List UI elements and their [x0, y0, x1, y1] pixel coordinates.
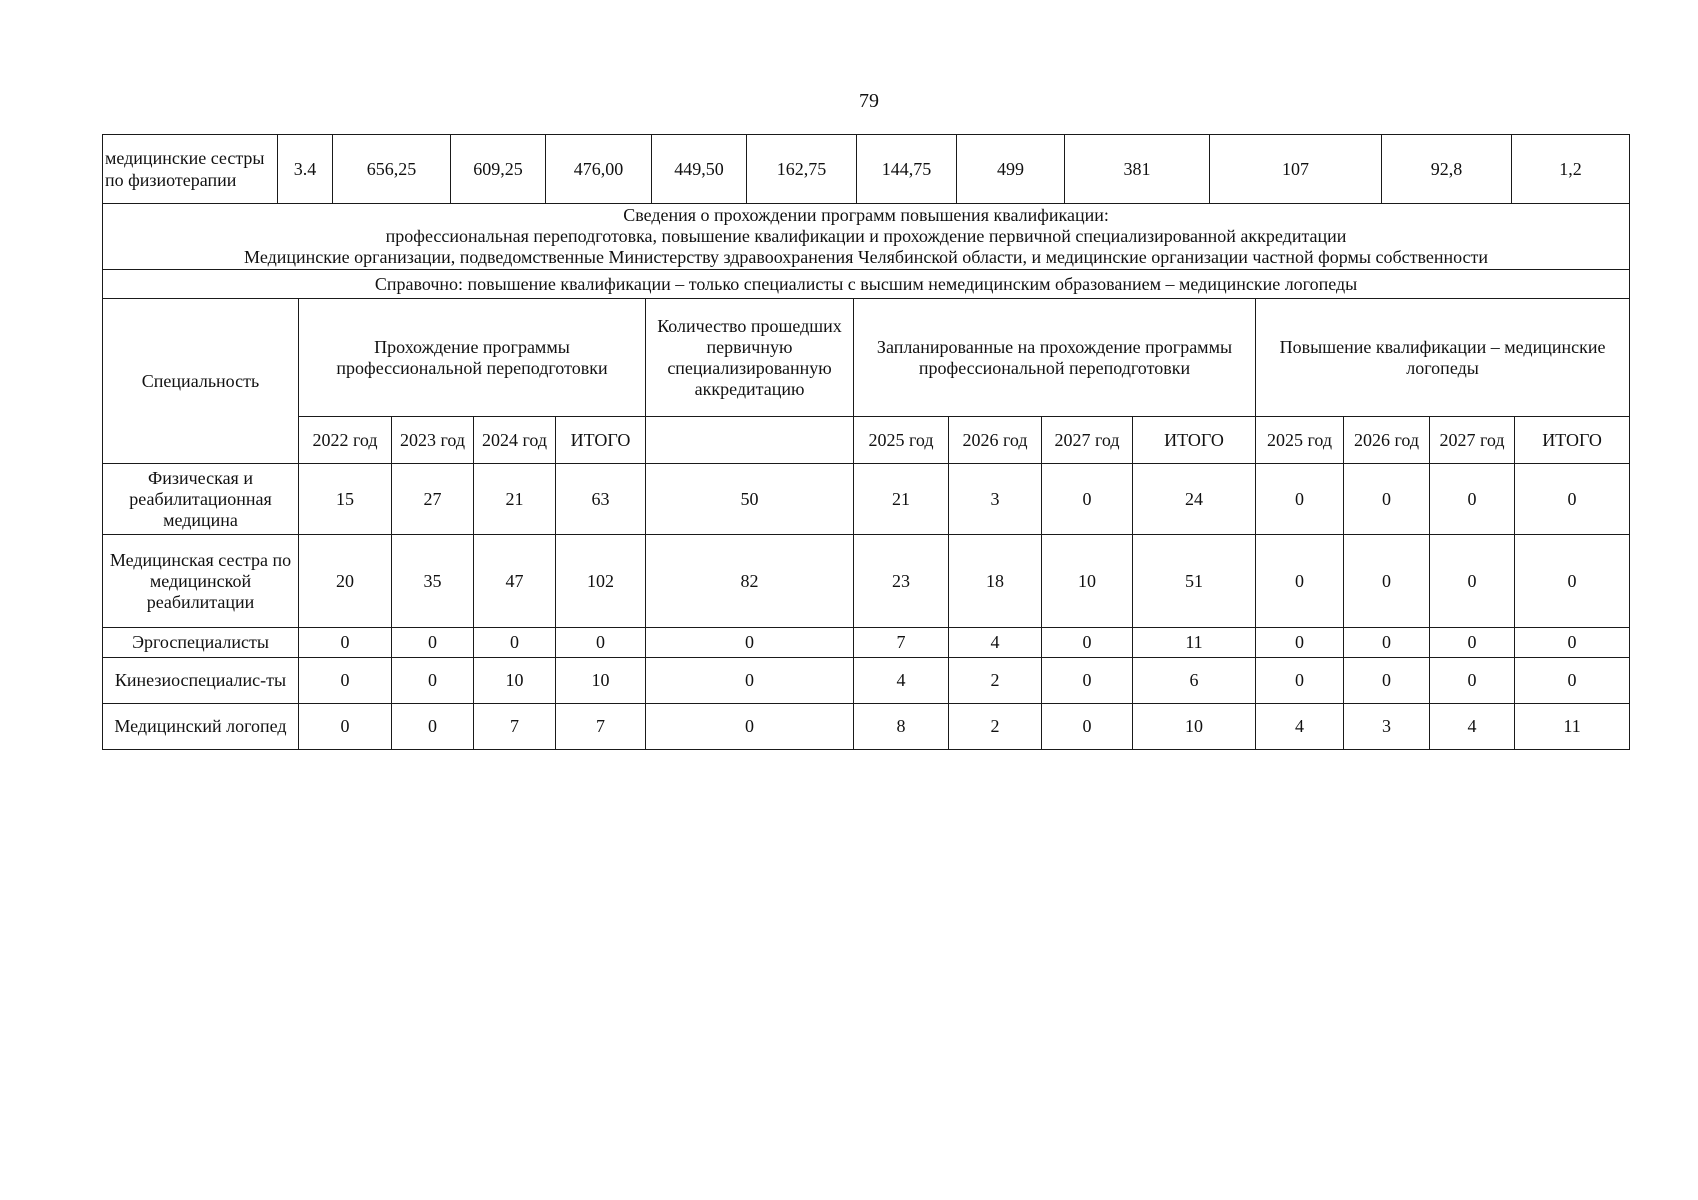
- cell: 10: [1042, 535, 1133, 628]
- cell: 35: [392, 535, 474, 628]
- qualification-table: [102, 203, 1630, 750]
- cell: 0: [1515, 464, 1630, 535]
- cell: 0: [299, 628, 392, 658]
- header-retraining: Прохождение программы профессиональной переподготовки: [299, 299, 646, 417]
- info-block: [103, 204, 1630, 270]
- cell: 23: [854, 535, 949, 628]
- reference-row: [103, 270, 1630, 299]
- cell: 10: [1133, 704, 1256, 750]
- cell: 107: [1210, 135, 1382, 204]
- cell: 3: [949, 464, 1042, 535]
- header-empty: [646, 417, 854, 464]
- cell: 449,50: [652, 135, 747, 204]
- cell: 0: [556, 628, 646, 658]
- header-year: 2027 год: [1430, 417, 1515, 464]
- row-name: Кинезиоспециалис-ты: [103, 658, 299, 704]
- row-name: медицинские сестры по физиотерапии: [103, 135, 278, 204]
- table-row: [103, 135, 1630, 204]
- cell: 0: [1344, 658, 1430, 704]
- cell: 10: [556, 658, 646, 704]
- cell: 3: [1344, 704, 1430, 750]
- cell: 21: [474, 464, 556, 535]
- row-name: Физическая и реабилитационная медицина: [103, 464, 299, 535]
- table-row: [103, 704, 1630, 750]
- cell: 27: [392, 464, 474, 535]
- table-row: [103, 535, 1630, 628]
- cell: 0: [392, 658, 474, 704]
- cell: 656,25: [333, 135, 451, 204]
- cell: 2: [949, 704, 1042, 750]
- table-row: [103, 658, 1630, 704]
- cell: 0: [1256, 535, 1344, 628]
- table-row: [103, 464, 1630, 535]
- header-year: 2023 год: [392, 417, 474, 464]
- cell: 82: [646, 535, 854, 628]
- cell: 0: [1430, 464, 1515, 535]
- cell: 0: [1515, 628, 1630, 658]
- cell: 0: [646, 658, 854, 704]
- cell: 47: [474, 535, 556, 628]
- cell: 4: [1256, 704, 1344, 750]
- header-year: 2026 год: [1344, 417, 1430, 464]
- cell: 6: [1133, 658, 1256, 704]
- cell: 3.4: [278, 135, 333, 204]
- header-year: 2022 год: [299, 417, 392, 464]
- cell: 0: [1042, 704, 1133, 750]
- cell: 20: [299, 535, 392, 628]
- cell: 7: [474, 704, 556, 750]
- cell: 0: [1344, 464, 1430, 535]
- info-line: Сведения о прохождении программ повышения квалификации:: [623, 205, 1109, 225]
- cell: 499: [957, 135, 1065, 204]
- header-total: ИТОГО: [1515, 417, 1630, 464]
- cell: 476,00: [546, 135, 652, 204]
- cell: 4: [854, 658, 949, 704]
- cell: 1,2: [1512, 135, 1630, 204]
- cell: 0: [1256, 628, 1344, 658]
- cell: 63: [556, 464, 646, 535]
- cell: 15: [299, 464, 392, 535]
- cell: 24: [1133, 464, 1256, 535]
- cell: 2: [949, 658, 1042, 704]
- cell: 51: [1133, 535, 1256, 628]
- cell: 0: [1515, 535, 1630, 628]
- cell: 92,8: [1382, 135, 1512, 204]
- cell: 0: [392, 628, 474, 658]
- cell: 0: [1344, 628, 1430, 658]
- cell: 50: [646, 464, 854, 535]
- info-row: [103, 204, 1630, 270]
- reference-note: Справочно: повышение квалификации – только специалисты с высшим немедицинским образованием – медицинские логопеды: [103, 270, 1630, 299]
- header-year: 2024 год: [474, 417, 556, 464]
- cell: 0: [1042, 658, 1133, 704]
- cell: 381: [1065, 135, 1210, 204]
- header-accreditation: Количество прошедших первичную специализированную аккредитацию: [646, 299, 854, 417]
- cell: 21: [854, 464, 949, 535]
- cell: 7: [556, 704, 646, 750]
- cell: 0: [646, 628, 854, 658]
- cell: 0: [1042, 628, 1133, 658]
- cell: 0: [1256, 658, 1344, 704]
- cell: 10: [474, 658, 556, 704]
- cell: 0: [474, 628, 556, 658]
- cell: 0: [392, 704, 474, 750]
- row-name: Медицинский логопед: [103, 704, 299, 750]
- cell: 7: [854, 628, 949, 658]
- cell: 0: [1344, 535, 1430, 628]
- cell: 8: [854, 704, 949, 750]
- cell: 0: [1430, 535, 1515, 628]
- cell: 0: [1042, 464, 1133, 535]
- cell: 4: [949, 628, 1042, 658]
- header-row: [103, 299, 1630, 417]
- cell: 0: [1256, 464, 1344, 535]
- cell: 11: [1515, 704, 1630, 750]
- table-row: [103, 628, 1630, 658]
- header-year: 2026 год: [949, 417, 1042, 464]
- cell: 609,25: [451, 135, 546, 204]
- cell: 162,75: [747, 135, 857, 204]
- header-year-row: [103, 417, 1630, 464]
- cell: 0: [1430, 628, 1515, 658]
- info-line: профессиональная переподготовка, повышение квалификации и прохождение первичной специализированной аккредитации: [385, 226, 1347, 246]
- header-qualification: Повышение квалификации – медицинские логопеды: [1256, 299, 1630, 417]
- cell: 0: [1430, 658, 1515, 704]
- cell: 11: [1133, 628, 1256, 658]
- header-specialty: Специальность: [103, 299, 299, 464]
- header-total: ИТОГО: [556, 417, 646, 464]
- header-year: 2025 год: [1256, 417, 1344, 464]
- cell: 0: [299, 658, 392, 704]
- cell: 18: [949, 535, 1042, 628]
- cell: 0: [1515, 658, 1630, 704]
- row-name: Медицинская сестра по медицинской реабилитации: [103, 535, 299, 628]
- cell: 4: [1430, 704, 1515, 750]
- cell: 0: [299, 704, 392, 750]
- page-number: 79: [859, 90, 879, 112]
- cell: 102: [556, 535, 646, 628]
- header-total: ИТОГО: [1133, 417, 1256, 464]
- header-year: 2025 год: [854, 417, 949, 464]
- top-row-table: [102, 134, 1630, 204]
- header-year: 2027 год: [1042, 417, 1133, 464]
- row-name: Эргоспециалисты: [103, 628, 299, 658]
- cell: 0: [646, 704, 854, 750]
- info-line: Медицинские организации, подведомственные Министерству здравоохранения Челябинской области, и медицинские организации частной формы собственности: [244, 247, 1489, 267]
- cell: 144,75: [857, 135, 957, 204]
- header-planned: Запланированные на прохождение программы профессиональной переподготовки: [854, 299, 1256, 417]
